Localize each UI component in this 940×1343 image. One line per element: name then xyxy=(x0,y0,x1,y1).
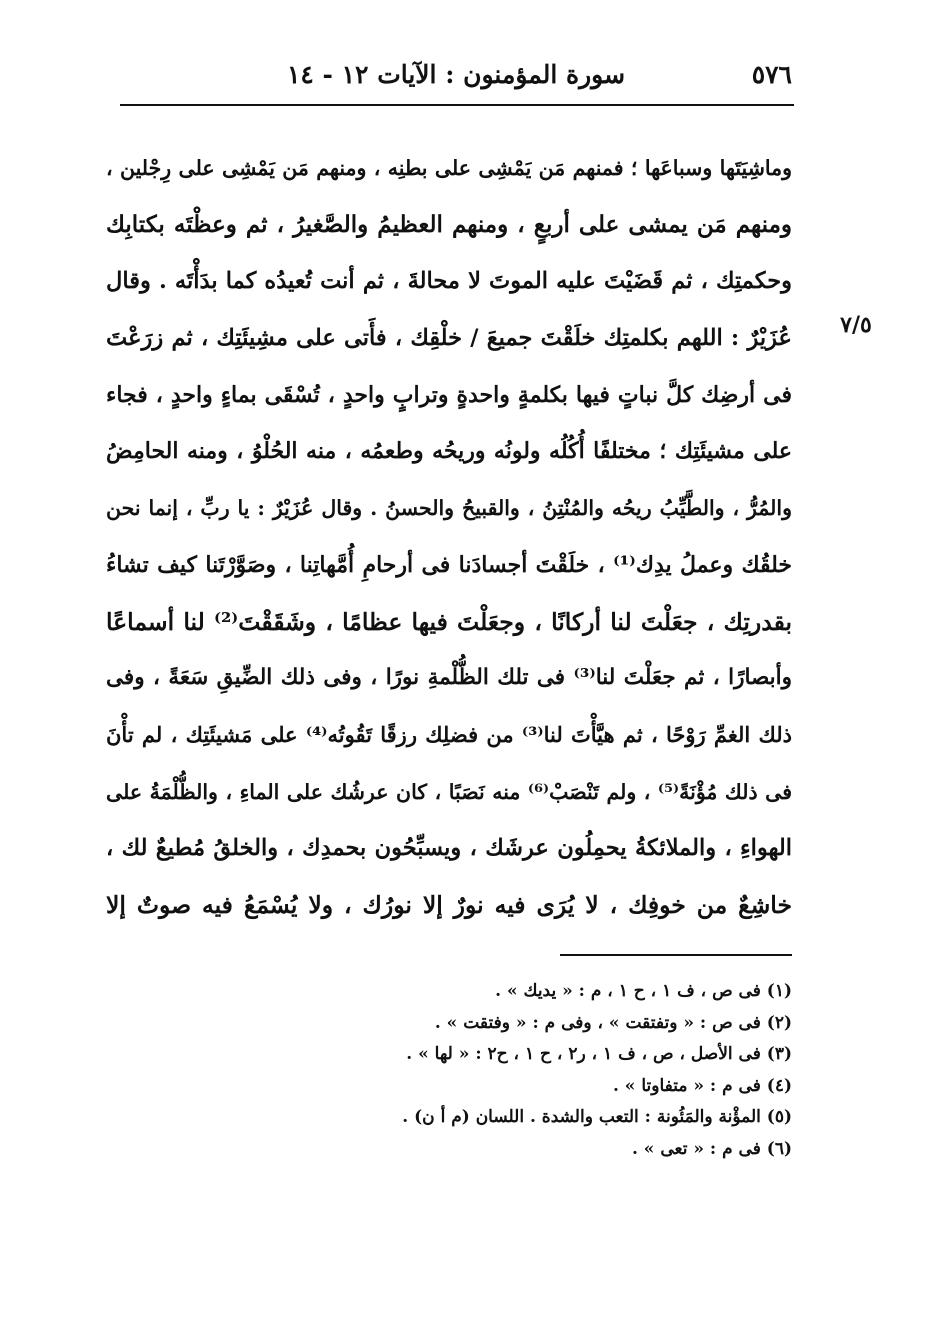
body-text xyxy=(106,140,792,934)
text-line: على مشيئَتِك ؛ مختلفًا أُكُلُه ولونُه وريحُه وطعمُه ، منه الحُلْوُ ، ومنه الحامِضُ xyxy=(106,438,792,465)
text-line: بقدرتِك ، جعَلْتَ لنا أركانًا ، وجعَلْتَ فيها عظامًا ، وشَقَقْتَ⁽²⁾ لنا أسماعًا xyxy=(106,607,792,636)
text-line: فى ذلك مُؤْنَةً⁽⁵⁾ ، ولم تَنْصَبْ⁽⁶⁾ منه نَصَبًا ، كان عرشُك على الماءِ ، والظُّلْمَةُ على xyxy=(106,779,793,804)
text-line: ذلك الغمِّ رَوْحًا ، ثم هيَّأْتَ لنا⁽³⁾ من فضلِك رزقًا تَقُوتُه⁽⁴⁾ على مَشيئَتِك ، لم تأْنَ xyxy=(106,721,792,747)
text-line: عُزَيْرٌ : اللهم بكلمتِك خلَقْتَ جميعَ / خلْقِك ، فأَتى على مشِيئَتِك ، ثم زرَعْتَ xyxy=(106,325,792,352)
text-line: وأبصارًا ، ثم جعَلْتَ لنا⁽³⁾ فى تلك الظُّلْمةِ نورًا ، وفى ذلك الضِّيقِ سَعَةً ، وفى xyxy=(106,665,792,691)
text-line: خلقُك وعملُ يدِك⁽¹⁾ ، خلَقْتَ أجسادَنا فى أرحامِ أُمَّهاتِنا ، وصَوَّرْتَنا كيف تشاءُ xyxy=(106,551,792,578)
text-line: والمُرُّ ، والطَّيِّبُ ريحُه والمُنْتِنُ ، والقبيحُ والحسنُ . وقال عُزَيْرٌ : يا ربِّ ، إنما نحن xyxy=(106,496,792,521)
footnote: (٥) المؤْنة والمَئُونة : التعب والشدة . اللسان (م أ ن) . xyxy=(402,1107,792,1128)
sura-title: سورة المؤمنون : الآيات ١٢ - ١٤ xyxy=(286,60,626,89)
text-line: وحكمتِك ، ثم قَضَيْتَ عليه الموتَ لا محالةَ ، ثم أنت تُعيدُه كما بدَأْتَه . وقال xyxy=(106,268,792,295)
text-line: وماشِيَتَها وسباعَها ؛ فمنهم مَن يَمْشِى على بطنِه ، ومنهم مَن يَمْشِى على رِجْلين ، xyxy=(106,156,792,180)
text-line: ومنهم مَن يمشى على أربعٍ ، ومنهم العظيمُ والصَّغيرُ ، ثم وعظْتَه بكتابِك xyxy=(106,210,792,238)
footnotes xyxy=(300,976,792,1166)
text-line: فى أرضِك كلَّ نباتٍ فيها بكلمةٍ واحدةٍ وترابٍ واحدٍ ، تُسْقَى بماءٍ واحدٍ ، فجاء xyxy=(106,381,792,408)
footnote: (٢) فى ص : « وتفتقت » ، وفى م : « وفتقت » . xyxy=(434,1012,792,1033)
text-line: الهواءِ ، والملائكةُ يحمِلُون عرشَك ، ويسبِّحُون بحمدِك ، والخلقُ مُطيعٌ لك ، xyxy=(106,835,792,862)
text-line: خاشِعٌ من خوفِك ، لا يُرَى فيه نورٌ إلا نورُك ، ولا يُسْمَعُ فيه صوتٌ إلا xyxy=(106,890,792,919)
header-rule xyxy=(120,104,794,106)
footnote-separator xyxy=(560,954,792,956)
footnote: (٤) فى م : « متفاوتا » . xyxy=(612,1075,792,1096)
margin-reference-note: ٧/٥ xyxy=(840,312,872,338)
footnote: (٦) فى م : « تعى » . xyxy=(631,1138,792,1159)
footnote: (٣) فى الأصل ، ص ، ف ١ ، ر٢ ، ح ١ ، ح٢ : « لها » . xyxy=(406,1044,792,1065)
page-number: ٥٧٦ xyxy=(751,60,792,89)
running-head xyxy=(120,56,792,96)
footnote: (١) فى ص ، ف ١ ، ح ١ ، م : « يديك » . xyxy=(495,981,792,1001)
